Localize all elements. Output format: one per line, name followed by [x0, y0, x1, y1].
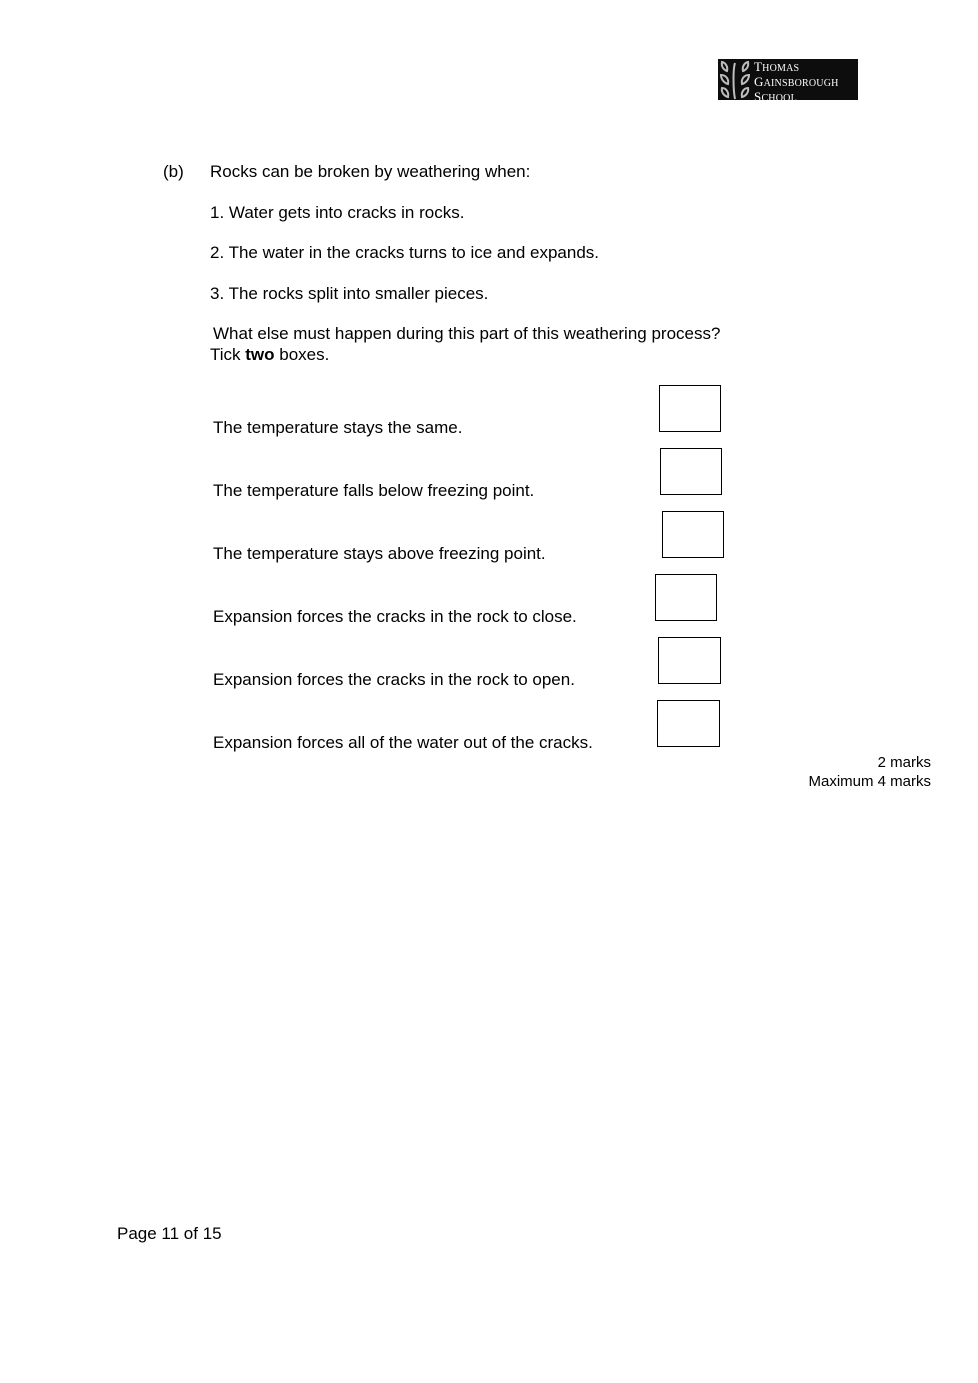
part-marks: 2 marks [877, 754, 931, 771]
option-label-3: The temperature stays above freezing point. [213, 544, 546, 563]
option-label-5: Expansion forces the cracks in the rock to open. [213, 670, 575, 689]
tick-instruction: Tick two boxes. [210, 345, 330, 364]
page-number: Page 11 of 15 [117, 1224, 222, 1243]
step-3: 3. The rocks split into smaller pieces. [210, 284, 489, 303]
step-1: 1. Water gets into cracks in rocks. [210, 203, 465, 222]
option-checkbox-5[interactable] [658, 637, 721, 684]
option-checkbox-1[interactable] [659, 385, 721, 432]
option-checkbox-2[interactable] [660, 448, 722, 495]
option-label-4: Expansion forces the cracks in the rock to close. [213, 607, 577, 626]
question-part-label: (b) [163, 162, 184, 181]
school-logo [718, 59, 858, 100]
option-label-2: The temperature falls below freezing point. [213, 481, 535, 500]
maximum-marks: Maximum 4 marks [808, 773, 931, 790]
question-prompt: What else must happen during this part of this weathering process? [213, 324, 721, 343]
option-label-1: The temperature stays the same. [213, 418, 463, 437]
option-checkbox-4[interactable] [655, 574, 717, 621]
step-2: 2. The water in the cracks turns to ice and expands. [210, 243, 600, 262]
option-label-6: Expansion forces all of the water out of the cracks. [213, 733, 593, 752]
question-intro: Rocks can be broken by weathering when: [210, 162, 531, 181]
option-checkbox-6[interactable] [657, 700, 720, 747]
option-checkbox-3[interactable] [662, 511, 724, 558]
logo-wordmark: THOMAS GAINSBOROUGH SCHOOL [754, 59, 839, 100]
leaf-emblem-icon [718, 59, 754, 100]
